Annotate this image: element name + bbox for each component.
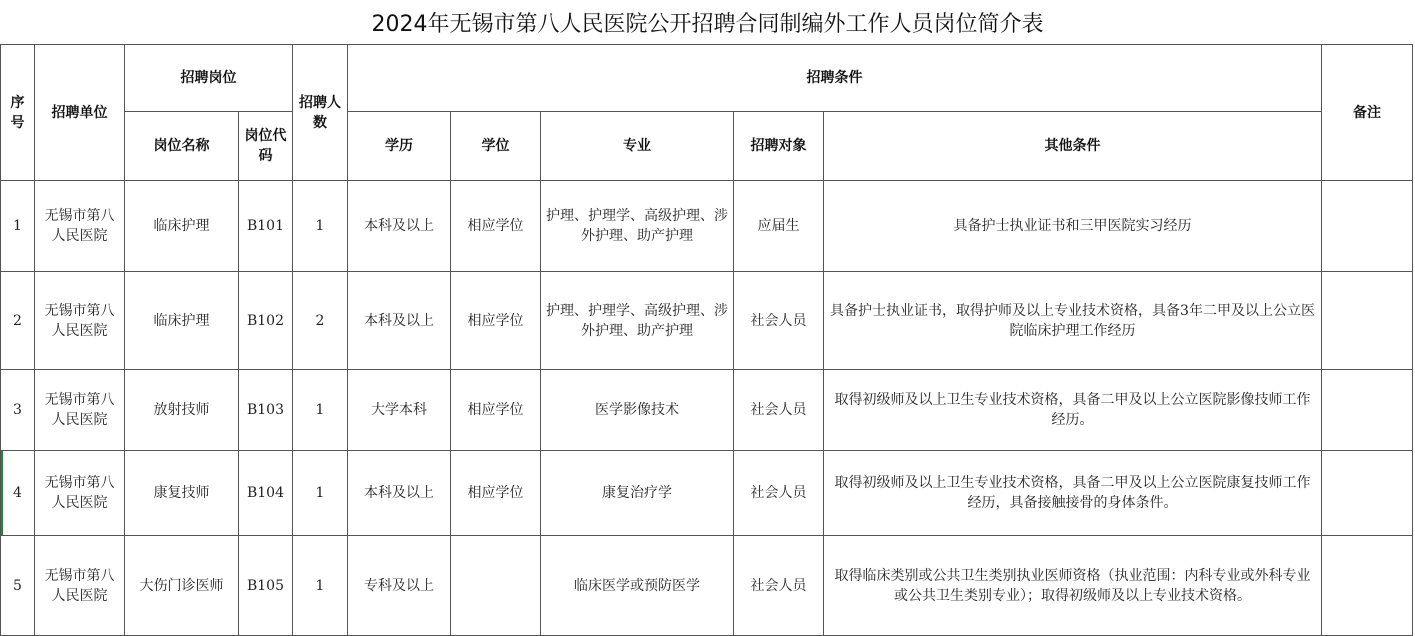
cell-unit[interactable]: 无锡市第八人民医院 bbox=[35, 181, 125, 272]
cell-seq[interactable]: 3 bbox=[1, 370, 35, 451]
cell-major[interactable]: 护理、护理学、高级护理、涉外护理、助产护理 bbox=[541, 272, 734, 370]
cell-other[interactable]: 具备护士执业证书和三甲医院实习经历 bbox=[824, 181, 1322, 272]
cell-unit[interactable]: 无锡市第八人民医院 bbox=[35, 536, 125, 636]
cell-unit[interactable]: 无锡市第八人民医院 bbox=[35, 451, 125, 536]
table-row bbox=[1, 451, 1413, 536]
cell-count[interactable]: 1 bbox=[293, 181, 348, 272]
header-education[interactable]: 学历 bbox=[348, 112, 451, 181]
cell-education[interactable]: 本科及以上 bbox=[348, 181, 451, 272]
header-remark[interactable]: 备注 bbox=[1322, 45, 1413, 181]
cell-unit[interactable]: 无锡市第八人民医院 bbox=[35, 370, 125, 451]
cell-position-name[interactable]: 临床护理 bbox=[125, 181, 239, 272]
header-position-group[interactable]: 招聘岗位 bbox=[125, 45, 293, 112]
header-other[interactable]: 其他条件 bbox=[824, 112, 1322, 181]
cell-remark[interactable] bbox=[1322, 272, 1413, 370]
cell-position-name[interactable]: 放射技师 bbox=[125, 370, 239, 451]
header-unit[interactable]: 招聘单位 bbox=[35, 45, 125, 181]
cell-major[interactable]: 护理、护理学、高级护理、涉外护理、助产护理 bbox=[541, 181, 734, 272]
cell-education[interactable]: 本科及以上 bbox=[348, 272, 451, 370]
page-title: 2024年无锡市第八人民医院公开招聘合同制编外工作人员岗位简介表 bbox=[371, 11, 1044, 37]
cell-count[interactable]: 1 bbox=[293, 370, 348, 451]
header-position-code[interactable]: 岗位代码 bbox=[239, 112, 293, 181]
cell-target[interactable]: 社会人员 bbox=[734, 272, 824, 370]
cell-seq[interactable]: 5 bbox=[1, 536, 35, 636]
cell-other[interactable]: 取得初级师及以上卫生专业技术资格，具备二甲及以上公立医院影像技师工作经历。 bbox=[824, 370, 1322, 451]
cell-position-code[interactable]: B101 bbox=[239, 181, 293, 272]
header-row-2 bbox=[1, 112, 1413, 181]
cell-position-name[interactable]: 临床护理 bbox=[125, 272, 239, 370]
table-row bbox=[1, 272, 1413, 370]
cell-position-code[interactable]: B104 bbox=[239, 451, 293, 536]
cell-remark[interactable] bbox=[1322, 370, 1413, 451]
cell-target[interactable]: 社会人员 bbox=[734, 451, 824, 536]
cell-position-name[interactable]: 大伤门诊医师 bbox=[125, 536, 239, 636]
cell-position-name[interactable]: 康复技师 bbox=[125, 451, 239, 536]
table-row bbox=[1, 370, 1413, 451]
cell-degree[interactable]: 相应学位 bbox=[451, 272, 541, 370]
header-conditions-group[interactable]: 招聘条件 bbox=[348, 45, 1322, 112]
table-row bbox=[1, 536, 1413, 636]
cell-position-code[interactable]: B102 bbox=[239, 272, 293, 370]
cell-other[interactable]: 具备护士执业证书，取得护师及以上专业技术资格，具备3年二甲及以上公立医院临床护理工作经历 bbox=[824, 272, 1322, 370]
header-target[interactable]: 招聘对象 bbox=[734, 112, 824, 181]
cell-degree[interactable] bbox=[451, 536, 541, 636]
header-row-1 bbox=[1, 45, 1413, 112]
cell-target[interactable]: 社会人员 bbox=[734, 370, 824, 451]
cell-seq[interactable]: 1 bbox=[1, 181, 35, 272]
cell-other[interactable]: 取得初级师及以上卫生专业技术资格，具备二甲及以上公立医院康复技师工作经历，具备接触接骨的身体条件。 bbox=[824, 451, 1322, 536]
header-major[interactable]: 专业 bbox=[541, 112, 734, 181]
cell-degree[interactable]: 相应学位 bbox=[451, 370, 541, 451]
cell-count[interactable]: 2 bbox=[293, 272, 348, 370]
cell-target[interactable]: 应届生 bbox=[734, 181, 824, 272]
cell-other[interactable]: 取得临床类别或公共卫生类别执业医师资格（执业范围：内科专业或外科专业或公共卫生类别专业）；取得初级师及以上专业技术资格。 bbox=[824, 536, 1322, 636]
cell-major[interactable]: 医学影像技术 bbox=[541, 370, 734, 451]
header-count[interactable]: 招聘人数 bbox=[293, 45, 348, 181]
header-degree[interactable]: 学位 bbox=[451, 112, 541, 181]
header-position-name[interactable]: 岗位名称 bbox=[125, 112, 239, 181]
cell-count[interactable]: 1 bbox=[293, 536, 348, 636]
cell-education[interactable]: 专科及以上 bbox=[348, 536, 451, 636]
header-seq[interactable]: 序号 bbox=[1, 45, 35, 181]
cell-major[interactable]: 康复治疗学 bbox=[541, 451, 734, 536]
position-table bbox=[0, 44, 1413, 636]
cell-remark[interactable] bbox=[1322, 536, 1413, 636]
cell-degree[interactable]: 相应学位 bbox=[451, 451, 541, 536]
cell-seq[interactable]: 4 bbox=[1, 451, 35, 536]
cell-position-code[interactable]: B105 bbox=[239, 536, 293, 636]
cell-unit[interactable]: 无锡市第八人民医院 bbox=[35, 272, 125, 370]
table-row bbox=[1, 181, 1413, 272]
cell-position-code[interactable]: B103 bbox=[239, 370, 293, 451]
cell-degree[interactable]: 相应学位 bbox=[451, 181, 541, 272]
cell-seq[interactable]: 2 bbox=[1, 272, 35, 370]
cell-education[interactable]: 大学本科 bbox=[348, 370, 451, 451]
cell-target[interactable]: 社会人员 bbox=[734, 536, 824, 636]
cell-major[interactable]: 临床医学或预防医学 bbox=[541, 536, 734, 636]
cell-remark[interactable] bbox=[1322, 451, 1413, 536]
cell-count[interactable]: 1 bbox=[293, 451, 348, 536]
cell-remark[interactable] bbox=[1322, 181, 1413, 272]
cell-education[interactable]: 本科及以上 bbox=[348, 451, 451, 536]
